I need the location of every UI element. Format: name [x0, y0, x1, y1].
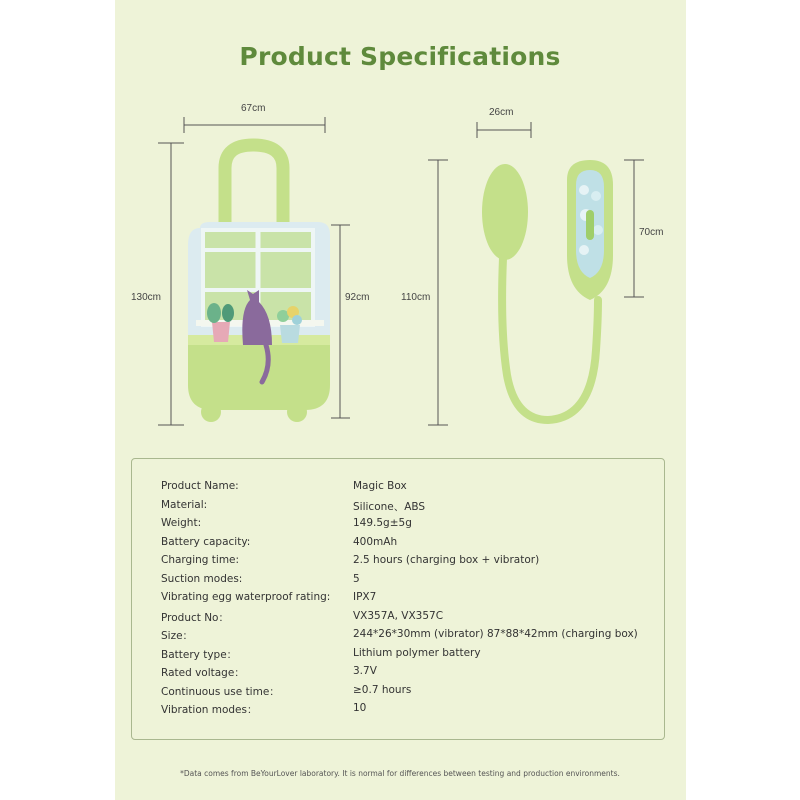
footnote: *Data comes from BeYourLover laboratory. It is normal for differences between testing and production environments. [180, 769, 620, 778]
spec-row [132, 665, 666, 683]
spec-label: Vibration modes： [161, 704, 258, 716]
vibrator-device-icon [482, 160, 613, 420]
box-body-height-label: 92cm [345, 292, 370, 303]
head-height-label: 70cm [639, 227, 664, 238]
spec-row [132, 536, 666, 554]
spec-label: Battery type： [161, 648, 238, 661]
spec-value: 3.7V [353, 665, 377, 677]
spec-row [132, 554, 666, 572]
spec-value: Lithium polymer battery [353, 646, 481, 659]
box-height-label: 130cm [131, 292, 162, 303]
spec-value: VX357A, VX357C [353, 609, 444, 622]
spec-row [132, 499, 666, 517]
spec-label: Product No： [161, 611, 229, 624]
page-title: Product Specifications [239, 42, 561, 71]
spec-row [132, 647, 666, 665]
spec-label: Product Name: [161, 480, 239, 492]
spec-value: Magic Box [353, 480, 407, 492]
spec-row [132, 591, 666, 609]
specs-table [131, 458, 665, 740]
spec-row [132, 573, 666, 591]
spec-value: 2.5 hours (charging box + vibrator) [353, 554, 540, 566]
spec-label: Battery capacity: [161, 535, 251, 548]
spec-value: 5 [353, 572, 360, 585]
egg-width-label: 26cm [489, 107, 514, 118]
spec-row [132, 517, 666, 535]
spec-value: 149.5g±5g [353, 517, 412, 529]
spec-value: IPX7 [353, 591, 377, 603]
spec-value: 244*26*30mm (vibrator) 87*88*42mm (charging box) [353, 628, 638, 640]
spec-row [132, 480, 666, 498]
spec-label: Weight: [161, 517, 202, 529]
spec-value: ≥0.7 hours [353, 683, 412, 696]
spec-row [132, 702, 666, 720]
spec-label: Continuous use time： [161, 685, 280, 698]
spec-label: Vibrating egg waterproof rating: [161, 591, 331, 603]
spec-label: Size： [161, 630, 194, 642]
charging-box-icon [188, 145, 330, 422]
spec-value: Silicone、ABS [353, 500, 426, 513]
spec-label: Rated voltage： [161, 667, 245, 679]
device-dimension-lines [428, 122, 644, 425]
spec-value: 400mAh [353, 535, 398, 548]
spec-value: 10 [353, 702, 367, 714]
box-width-label: 67cm [241, 103, 266, 114]
spec-label: Charging time: [161, 554, 240, 566]
spec-row [132, 684, 666, 702]
spec-label: Suction modes: [161, 572, 243, 585]
spec-label: Material: [161, 498, 208, 511]
spec-row [132, 628, 666, 646]
device-length-label: 110cm [401, 292, 431, 303]
spec-row [132, 610, 666, 628]
